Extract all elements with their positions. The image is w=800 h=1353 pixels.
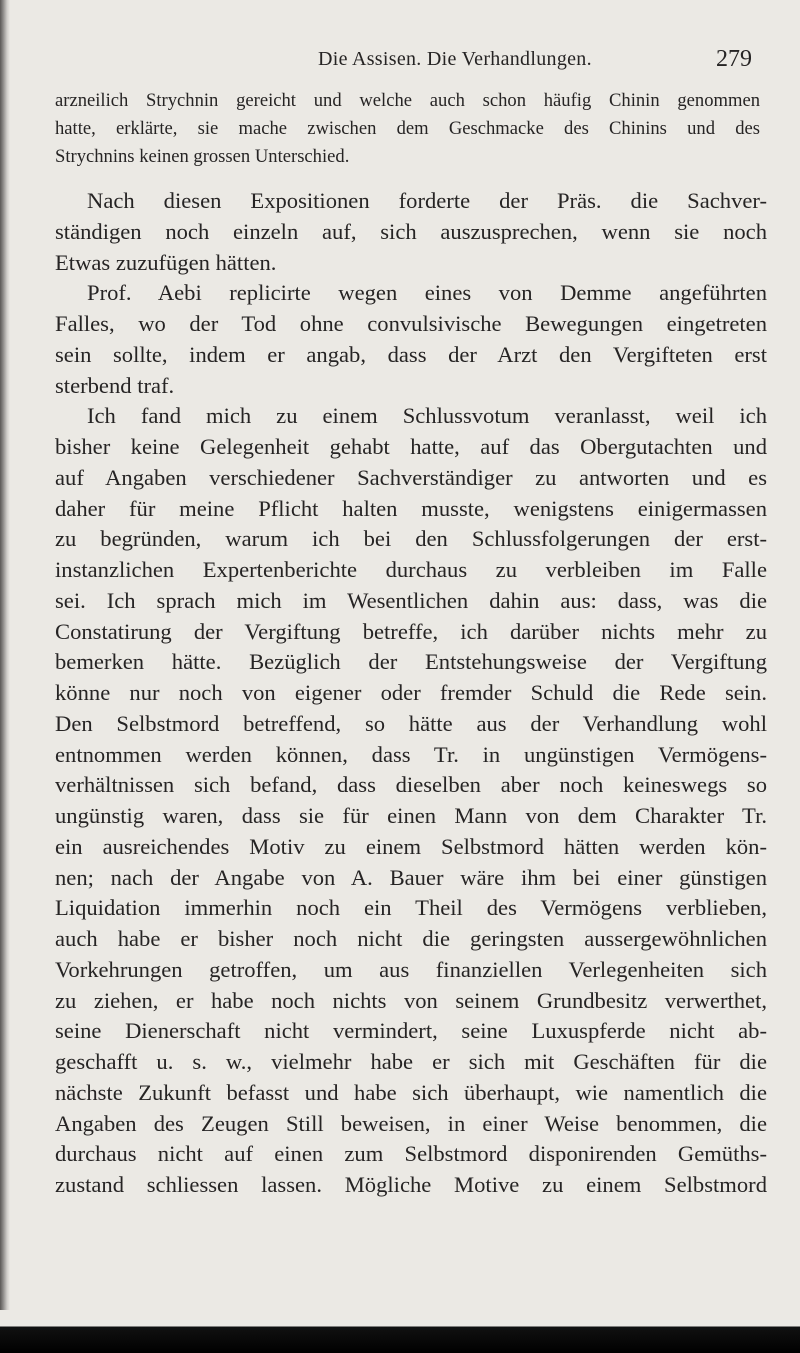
text-line: sterbend traf. [55, 372, 175, 398]
text-line: daher für meine Pflicht halten musste, wenigstens einigermassen [55, 495, 767, 521]
text-line: ungünstig waren, dass sie für einen Mann von dem Charakter Tr. [55, 803, 767, 828]
page-header [0, 44, 800, 84]
text-line: ein ausreichendes Motiv zu einem Selbstmord hätten werden kön- [55, 833, 767, 859]
text-line: arzneilich Strychnin gereicht und welche auch schon häufig Chinin genommen [55, 90, 760, 111]
text-line: ständigen noch einzeln auf, sich auszusprechen, wenn sie noch [55, 218, 767, 244]
page-binding-edge [0, 0, 10, 1310]
text-line: durchaus nicht auf einen zum Selbstmord disponirenden Gemüths- [55, 1141, 767, 1167]
intro-paragraph [55, 87, 760, 171]
text-line: nächste Zukunft befasst und habe sich überhaupt, wie namentlich die [55, 1079, 767, 1105]
text-line: Strychnins keinen grossen Unterschied. [55, 146, 350, 167]
text-line: zu begründen, warum ich bei den Schlussfolgerungen der erst- [55, 526, 767, 552]
text-line: nen; nach der Angabe von A. Bauer wäre ihm bei einer günstigen [55, 864, 767, 890]
body-text [55, 186, 767, 1201]
text-line: Constatirung der Vergiftung betreffe, ich darüber nichts mehr zu [55, 618, 767, 644]
page-number: 279 [716, 46, 752, 72]
text-line: Vorkehrungen getroffen, um aus finanziellen Verlegenheiten sich [55, 956, 767, 982]
text-line: geschafft u. s. w., vielmehr habe er sich mit Geschäften für die [55, 1049, 767, 1074]
text-line: zustand schliessen lassen. Mögliche Motive zu einem Selbstmord [55, 1172, 767, 1197]
text-line: seine Dienerschaft nicht vermindert, seine Luxuspferde nicht ab- [55, 1018, 767, 1044]
text-line: Falles, wo der Tod ohne convulsivische Bewegungen eingetreten [55, 311, 767, 336]
text-line: hatte, erklärte, sie mache zwischen dem Geschmacke des Chinins und des [55, 118, 760, 139]
text-line: Nach diesen Expositionen forderte der Präs. die Sachver- [87, 188, 767, 213]
text-line: zu ziehen, er habe noch nichts von seinem Grundbesitz verwerthet, [55, 987, 767, 1013]
text-line: Den Selbstmord betreffend, so hätte aus der Verhandlung wohl [55, 710, 767, 736]
text-line: auf Angaben verschiedener Sachverständiger zu antworten und es [55, 464, 767, 490]
text-line: instanzlichen Expertenberichte durchaus zu verbleiben im Falle [55, 557, 767, 582]
text-line: bisher keine Gelegenheit gehabt hatte, auf das Obergutachten und [55, 434, 767, 459]
text-line: auch habe er bisher noch nicht die geringsten aussergewöhnlichen [55, 926, 767, 951]
text-line: Liquidation immerhin noch ein Theil des Vermögens verblieben, [55, 895, 767, 921]
text-line: Ich fand mich zu einem Schlussvotum veranlasst, weil ich [87, 403, 767, 429]
running-head: Die Assisen. Die Verhandlungen. [318, 48, 592, 70]
text-line: Prof. Aebi replicirte wegen eines von Demme angeführten [87, 280, 767, 306]
text-line: sein sollte, indem er angab, dass der Arzt den Vergifteten erst [55, 341, 767, 367]
text-line: entnommen werden können, dass Tr. in ungünstigen Vermögens- [55, 741, 767, 767]
text-line: verhältnissen sich befand, dass dieselben aber noch keineswegs so [55, 772, 767, 798]
text-line: Angaben des Zeugen Still beweisen, in einer Weise benommen, die [55, 1110, 767, 1136]
scan-bottom-edge [0, 1322, 800, 1353]
text-line: sei. Ich sprach mich im Wesentlichen dahin aus: dass, was die [55, 587, 767, 613]
text-line: könne nur noch von eigener oder fremder Schuld die Rede sein. [55, 680, 767, 705]
text-line: Etwas zuzufügen hätten. [55, 249, 277, 275]
text-line: bemerken hätte. Bezüglich der Entstehungsweise der Vergiftung [55, 649, 767, 675]
